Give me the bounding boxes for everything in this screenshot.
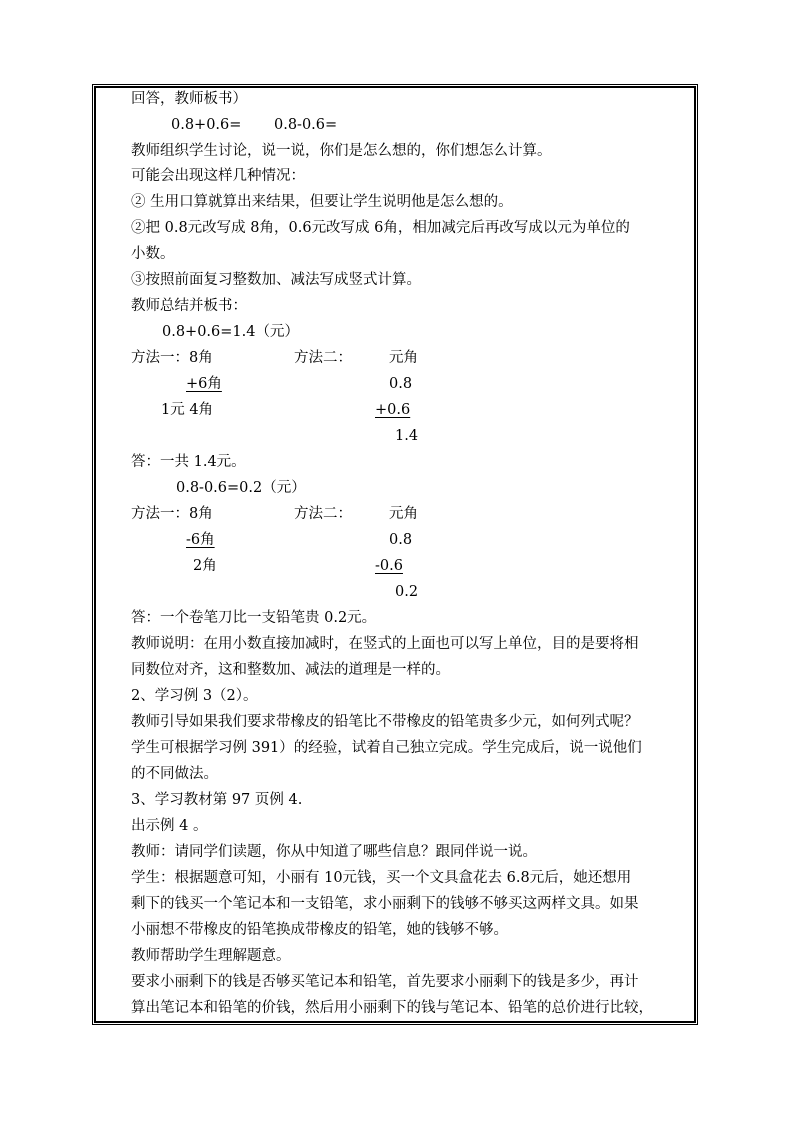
section-heading: 2、学习例 3（2）。 bbox=[131, 688, 258, 704]
text-line: 可能会出现这样几种情况： bbox=[131, 168, 305, 184]
text-line: 算出笔记本和铅笔的价钱，然后用小丽剩下的钱与笔记本、铅笔的总价进行比较， bbox=[131, 1000, 653, 1016]
vertical-addend: +0.6 bbox=[375, 402, 411, 418]
vertical-result: 1元 4角 bbox=[161, 402, 214, 418]
vertical-result: 0.2 bbox=[395, 584, 419, 600]
text-line: ③按照前面复习整数加、减法写成竖式计算。 bbox=[131, 272, 421, 288]
text-line: 学生：根据题意可知，小丽有 10元钱，买一个文具盒花去 6.8元后，她还想用 bbox=[131, 870, 632, 886]
text-line: 学生可根据学习例 391）的经验，试着自己独立完成。学生完成后，说一说他们 bbox=[131, 740, 642, 756]
unit-header: 元角 bbox=[389, 506, 418, 522]
section-heading: 3、学习教材第 97 页例 4. bbox=[131, 792, 303, 808]
equation-addition: 0.8+0.6=1.4（元） bbox=[162, 324, 299, 340]
text-line: 剩下的钱买一个笔记本和一支铅笔，求小丽剩下的钱够不够买这两样文具。如果 bbox=[131, 896, 639, 912]
text-line: 教师说明：在用小数直接加减时，在竖式的上面也可以写上单位，目的是要将相 bbox=[131, 636, 639, 652]
vertical-result: 1.4 bbox=[395, 428, 419, 444]
vertical-result: 2角 bbox=[193, 558, 217, 574]
text-line: 小数。 bbox=[131, 246, 175, 262]
method-one-label: 方法一：8角 bbox=[131, 350, 213, 366]
text-line: 要求小丽剩下的钱是否够买笔记本和铅笔，首先要求小丽剩下的钱是多少，再计 bbox=[131, 974, 639, 990]
vertical-subtrahend: -0.6 bbox=[375, 558, 403, 574]
text-line: 小丽想不带橡皮的铅笔换成带橡皮的铅笔，她的钱够不够。 bbox=[131, 922, 508, 938]
vertical-addend: +6角 bbox=[186, 376, 222, 392]
text-line: 教师：请同学们读题，你从中知道了哪些信息？跟同伴说一说。 bbox=[131, 844, 537, 860]
equation-subtraction: 0.8-0.6=0.2（元） bbox=[176, 480, 306, 496]
vertical-number: 0.8 bbox=[389, 532, 413, 548]
text-line: 教师帮助学生理解题意。 bbox=[131, 948, 291, 964]
text-line: ② 生用口算就算出来结果，但要让学生说明他是怎么想的。 bbox=[131, 194, 513, 210]
unit-header: 元角 bbox=[389, 350, 418, 366]
text-line: 教师总结并板书： bbox=[131, 298, 247, 314]
method-two-label: 方法二： bbox=[294, 506, 352, 522]
text-line: ②把 0.8元改写成 8角，0.6元改写成 6角，相加减完后再改写成以元为单位的 bbox=[131, 220, 630, 236]
vertical-number: 0.8 bbox=[389, 376, 413, 392]
method-two-label: 方法二： bbox=[294, 350, 352, 366]
text-line: 同数位对齐，这和整数加、减法的道理是一样的。 bbox=[131, 662, 450, 678]
expression-add: 0.8+0.6= bbox=[171, 117, 242, 133]
answer-line: 答：一共 1.4元。 bbox=[131, 454, 246, 470]
expression-subtract: 0.8-0.6= bbox=[274, 117, 338, 133]
method-one-label: 方法一：8角 bbox=[131, 506, 213, 522]
answer-line: 答：一个卷笔刀比一支铅笔贵 0.2元。 bbox=[131, 610, 377, 626]
text-line: 回答，教师板书） bbox=[131, 91, 247, 107]
vertical-subtrahend: -6角 bbox=[186, 532, 215, 548]
text-line: 出示例 4 。 bbox=[131, 818, 208, 834]
text-line: 教师组织学生讨论，说一说，你们是怎么想的，你们想怎么计算。 bbox=[131, 143, 552, 159]
text-line: 的不同做法。 bbox=[131, 766, 218, 782]
text-line: 教师引导如果我们要求带橡皮的铅笔比不带橡皮的铅笔贵多少元，如何列式呢？ bbox=[131, 714, 639, 730]
